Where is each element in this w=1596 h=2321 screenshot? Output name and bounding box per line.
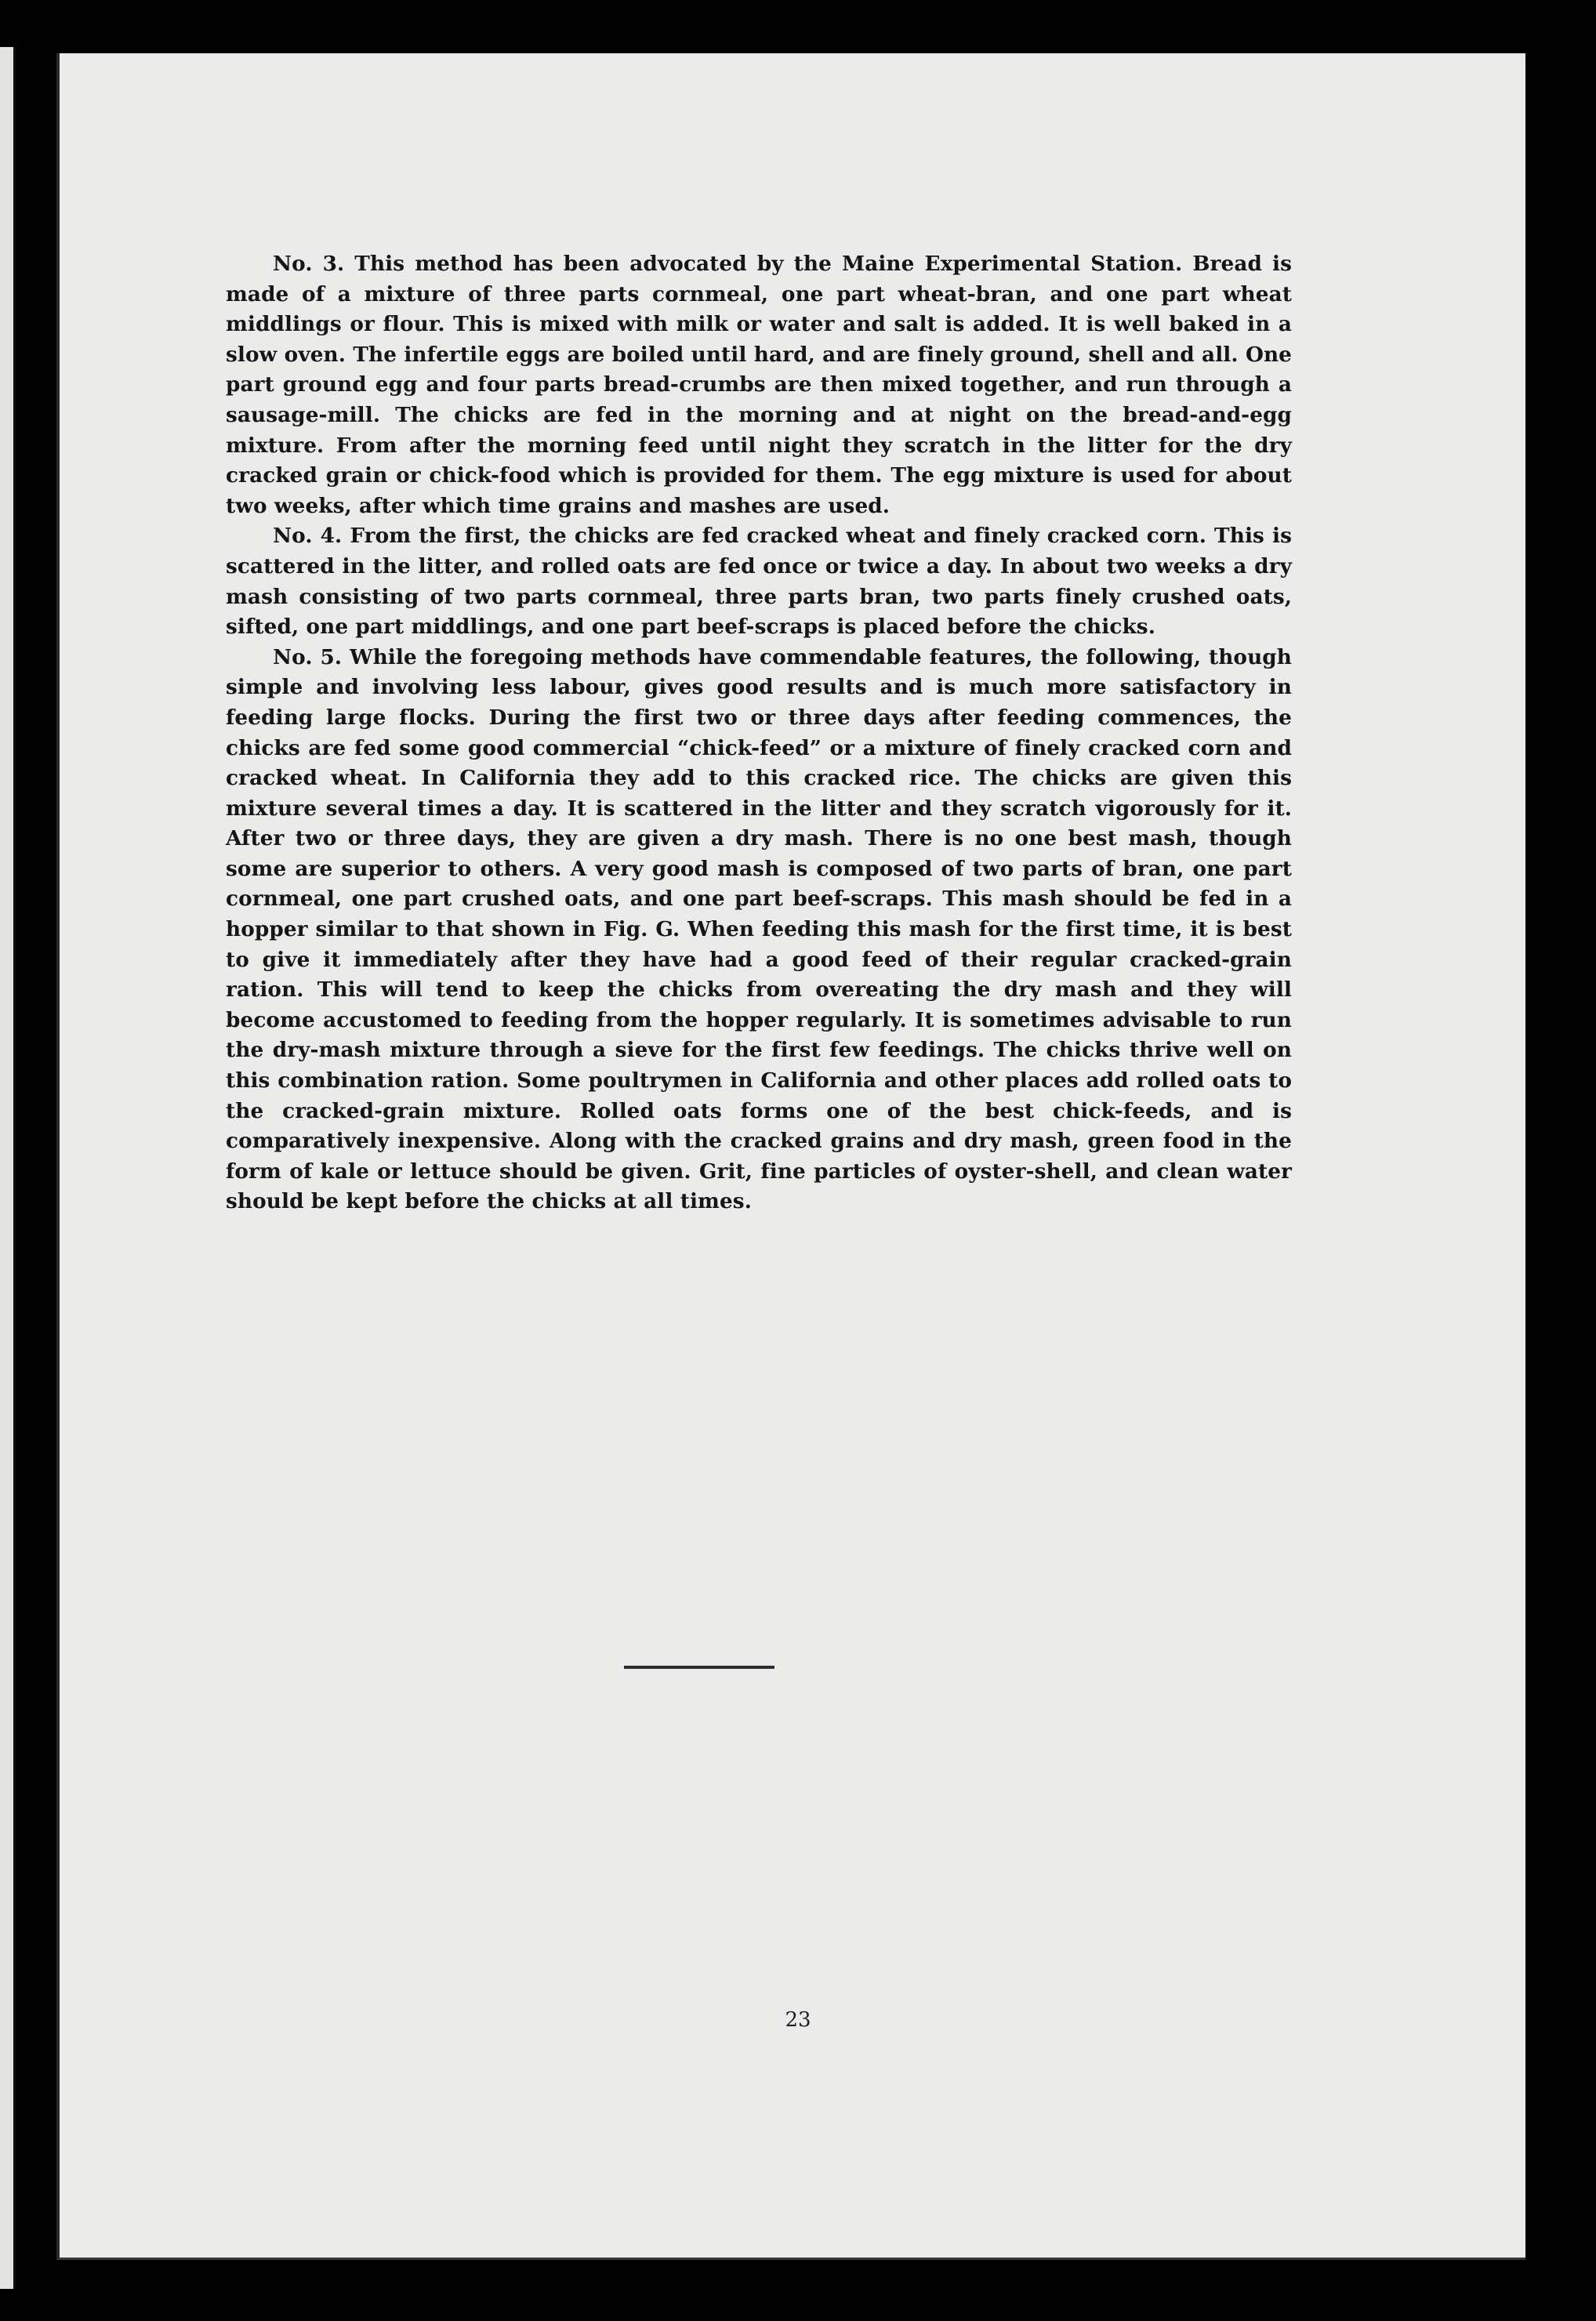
book-spine-edge (0, 47, 16, 2289)
paragraph-method-5: No. 5. While the foregoing methods have commendable features, the following, though simple and involving less labour, gives good results and is much more satisfactory in feeding large flocks. During the first two or three days after feeding commences, the chicks are fed some good commercial “chick-feed” or a mixture of finely cracked corn and cracked wheat. In California they add to this cracked rice. The chicks are given this mixture several times a day. It is scattered in the litter and they scratch vigorously for it. After two or three days, they are given a dry mash. There is no one best mash, though some are superior to others. A very good mash is composed of two parts of bran, one part cornmeal, one part crushed oats, and one part beef-scraps. This mash should be fed in a hopper similar to that shown in Fig. G. When feeding this mash for the first time, it is best to give it immediately after they have had a good feed of their regular cracked-grain ration. This will tend to keep the chicks from overeating the dry mash and they will become accustomed to feeding from the hopper regularly. It is sometimes advisable to run the dry-mash mixture through a sieve for the first few feedings. The chicks thrive well on this combination ration. Some poultrymen in California and other places add rolled oats to the cracked-grain mixture. Rolled oats forms one of the best chick-feeds, and is comparatively inexpensive. Along with the cracked grains and dry mash, green food in the form of kale or lettuce should be given. Grit, fine particles of oyster-shell, and clean water should be kept before the chicks at all times. (226, 644, 1292, 1214)
paragraph-method-4: No. 4. From the first, the chicks are fed cracked wheat and finely cracked corn. This is scattered in the litter, and rolled oats are fed once or twice a day. In about two weeks a dry mash consisting of two parts cornmeal, three parts bran, two parts finely crushed oats, sifted, one part middlings, and one part beef-scraps is placed before the chicks. (226, 524, 1292, 640)
section-end-rule (624, 1666, 774, 1669)
page-number: 23 (785, 2008, 811, 2032)
page-body-text (226, 249, 1292, 1217)
paragraph-method-3: No. 3. This method has been advocated by the Maine Experimental Station. Bread is made of a mixture of three parts cornmeal, one part wheat-bran, and one part wheat middlings or flour. This is mixed with milk or water and salt is added. It is well baked in a slow oven. The infertile eggs are boiled until hard, and are finely ground, shell and all. One part ground egg and four parts bread-crumbs are then mixed together, and run through a sausage-mill. The chicks are fed in the morning and at night on the bread-and-egg mixture. From after the morning feed until night they scratch in the litter for the dry cracked grain or chick-food which is provided for them. The egg mixture is used for about two weeks, after which time grains and mashes are used. (226, 252, 1292, 518)
